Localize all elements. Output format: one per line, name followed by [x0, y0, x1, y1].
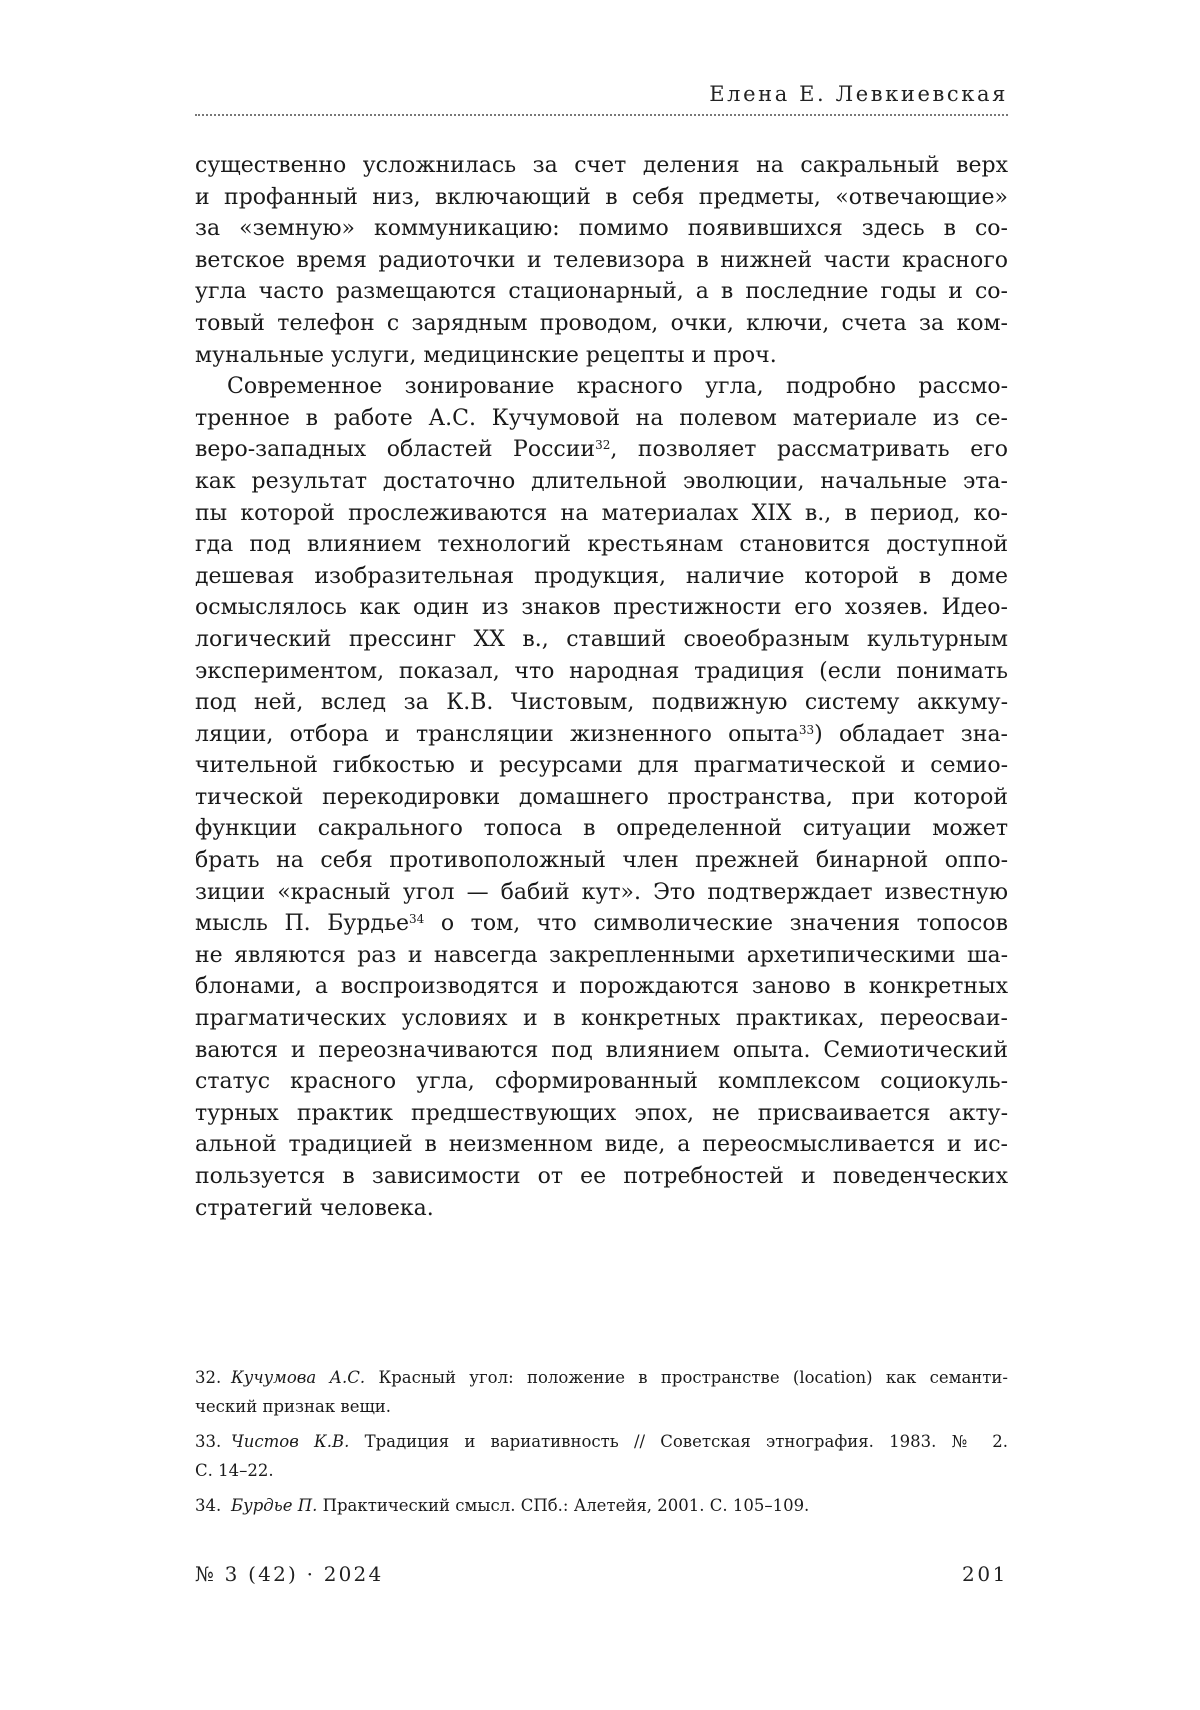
header-dotted-rule	[195, 114, 1008, 116]
text-line	[195, 908, 1008, 940]
text-line	[195, 434, 1008, 466]
text-line: альной традицией в неизменном виде, а переосмысливается и ис-	[195, 1132, 1008, 1158]
footnote-33-continuation: С. 14–22.	[195, 1461, 274, 1480]
text-line: блонами, а воспроизводятся и порождаются заново в конкретных	[195, 974, 1008, 1000]
text-line: брать на себя противоположный член прежней бинарной оппо-	[195, 848, 1008, 874]
issue-label: № 3 (42) · 2024	[195, 1562, 384, 1586]
footnote-text: Красный угол: положение в пространстве (location) как семанти-	[365, 1368, 1008, 1387]
text-fragment: ) обладает зна-	[814, 721, 1008, 747]
running-title: Елена Е. Левкиевская	[709, 82, 1008, 106]
footnote-text: Традиция и вариативность // Советская этнография. 1983. № 2.	[349, 1432, 1008, 1451]
text-line: функции сакрального топоса в определенной ситуации может	[195, 816, 1008, 842]
text-line: стратегий человека.	[195, 1195, 434, 1221]
text-line: не являются раз и навсегда закрепленными архетипическими ша-	[195, 942, 1008, 968]
text-line: тренное в работе А.С. Кучумовой на полевом материале из се-	[195, 405, 1008, 431]
text-line: мунальные услуги, медицинские рецепты и проч.	[195, 342, 777, 368]
footnote-32-continuation: ческий признак вещи.	[195, 1397, 392, 1416]
text-line: пы которой прослеживаются на материалах XIX в., в период, ко-	[195, 500, 1008, 526]
text-line: дешевая изобразительная продукция, наличие которой в доме	[195, 563, 1008, 589]
text-line: ваются и переозначиваются под влиянием опыта. Семиотический	[195, 1037, 1008, 1063]
page-number: 201	[962, 1562, 1008, 1586]
text-line: статус красного угла, сформированный комплексом социокуль-	[195, 1069, 1008, 1095]
text-fragment: , позволяет рассматривать его	[610, 437, 1008, 463]
text-line: зиции «красный угол — бабий кут». Это подтверждает известную	[195, 879, 1008, 905]
text-line: угла часто размещаются стационарный, а в последние годы и со-	[195, 279, 1008, 305]
text-line: как результат достаточно длительной эволюции, начальные эта-	[195, 468, 1008, 494]
text-fragment: веро-западных областей России	[195, 437, 596, 463]
main-text	[195, 150, 1008, 1224]
text-line: ветское время радиоточки и телевизора в нижней части красного	[195, 247, 1008, 273]
text-line: гда под влиянием технологий крестьянам становится доступной	[195, 532, 1008, 558]
text-line: осмыслялось как один из знаков престижности его хозяев. Идео-	[195, 595, 1008, 621]
text-line: чительной гибкостью и ресурсами для прагматической и семио-	[195, 753, 1008, 779]
footnote-ref-34[interactable]: 34	[408, 912, 425, 927]
text-line: тической перекодировки домашнего пространства, при которой	[195, 784, 1008, 810]
footnote-author: Чистов К.В.	[231, 1432, 350, 1451]
footnote-ref-32[interactable]: 32	[595, 438, 611, 453]
text-line: пользуется в зависимости от ее потребностей и поведенческих	[195, 1164, 1008, 1189]
text-line: прагматических условиях и в конкретных практиках, переосваи-	[195, 1006, 1008, 1032]
footnote-ref-33[interactable]: 33	[798, 722, 815, 737]
footnote-author: Бурдье П.	[231, 1496, 318, 1515]
text-line: турных практик предшествующих эпох, не присваивается акту-	[195, 1100, 1008, 1126]
text-line: логический прессинг XX в., ставший своеобразным культурным	[195, 626, 1008, 652]
text-line: под ней, вслед за К.В. Чистовым, подвижную систему аккуму-	[195, 690, 1008, 716]
footnote-number: 34.	[195, 1496, 222, 1515]
footnote-text: Практический смысл. СПб.: Алетейя, 2001. С. 105–109.	[317, 1496, 810, 1515]
text-line: товый телефон с зарядным проводом, очки, ключи, счета за ком-	[195, 310, 1008, 336]
text-fragment: мысль П. Бурдье	[195, 911, 409, 937]
text-line: экспериментом, показал, что народная традиция (если понимать	[195, 658, 1008, 684]
footnote-33	[195, 1427, 1008, 1456]
text-line: за «земную» коммуникацию: помимо появившихся здесь в со-	[195, 216, 1008, 242]
footnote-author: Кучумова А.С.	[231, 1368, 366, 1387]
footnote-number: 33.	[195, 1432, 222, 1451]
text-line	[195, 719, 1008, 751]
footnote-number: 32.	[195, 1368, 222, 1387]
text-fragment: ляции, отбора и трансляции жизненного опыта	[195, 721, 799, 747]
text-line: Современное зонирование красного угла, подробно рассмо-	[227, 374, 1008, 400]
text-line: и профанный низ, включающий в себя предметы, «отвечающие»	[195, 184, 1008, 210]
text-fragment: о том, что символические значения топосов	[424, 911, 1008, 937]
footnote-32	[195, 1363, 1008, 1392]
footnote-34	[195, 1491, 1008, 1520]
footnotes	[195, 1363, 1008, 1520]
text-line: существенно усложнилась за счет деления на сакральный верх	[195, 153, 1008, 178]
